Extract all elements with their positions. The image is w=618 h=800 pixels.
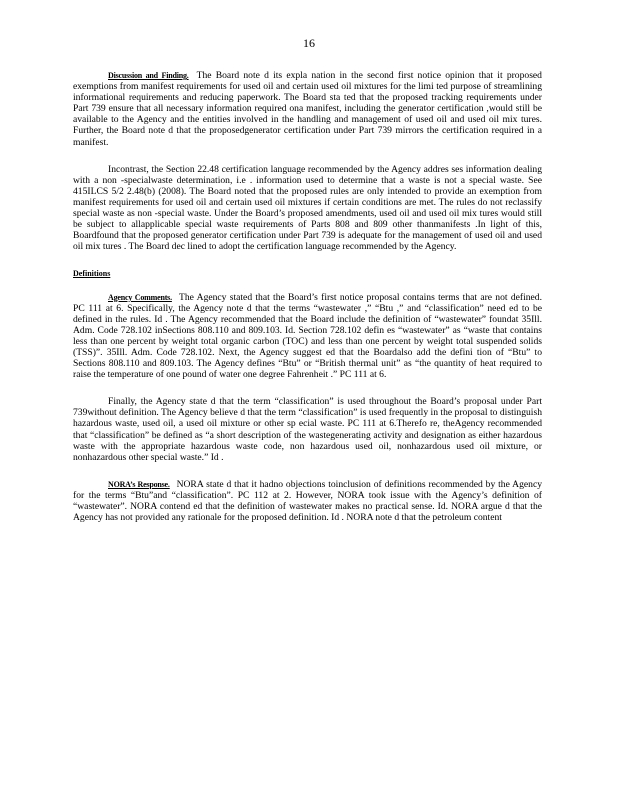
paragraph-contrast	[73, 164, 542, 253]
paragraph-text: Incontrast, the Section 22.48 certification language recommended by the Agency addres ses information dealing with a non -specialwaste determination, i.e . information used to determine that a waste is not a special waste. See 415ILCS 5/2 2.48(b) (2008). The Board noted that the proposed rules are only intended to provide an exemption from manifest requirements for used oil and certain used oil mixtures if certain conditions are met. The rules do not reclassify special waste as non -special waste. Under the Board’s proposed amendments, used oil and used oil mix tures would still be subject to allapplicable special waste requirements of Parts 808 and 809 other thanmanifests .In light of this, Boardfound that the proposed generator certification under Part 739 is adequate for the management of used oil and used oil mix tures . The Board dec lined to adopt the certification language recommended by the Agency.	[73, 163, 542, 253]
paragraph-discussion	[73, 70, 542, 148]
discussion-lead: Discussion and Finding.	[108, 71, 189, 80]
nora-lead: NORA’s Response.	[108, 479, 170, 489]
definitions-heading: Definitions	[73, 269, 111, 279]
page-number: 16	[303, 36, 315, 50]
paragraph-text: The Board note d its expla nation in the second first notice opinion that it proposed exemptions from manifest requirements for used oil and certain used oil mixtures for the limi ted purpose of streamlining informational requirements and reducing paperwork. The Board sta ted that the proposed tracking requirements under Part 739 ensure that all necessary information required ona manifest, including the generator certification ,would still be available to the Agency and the entities involved in the handling and management of used oil and used oil mix tures. Further, the Board note d that the proposedgenerator certification under Part 739 mirrors the certification required in a manifest.	[73, 70, 542, 148]
paragraph-text: Finally, the Agency state d that the term “classification” is used throughout the Board’s proposal under Part 739without definition. The Agency believe d that the term “classification” is used frequently in the proposal to distinguish hazardous waste, used oil, a used oil mixture or other sp ecial waste. PC 111 at 6.Therefo re, theAgency recommended that “classification” be defined as “a short description of the wastegenerating activity and designation as either hazardous waste with the appropriate hazardous waste code, non hazardous used oil, nonhazardous used oil mixture, or nonhazardous other special waste.” Id .	[73, 396, 542, 463]
agency-lead: Agency Comments.	[108, 292, 172, 302]
paragraph-nora-response	[73, 479, 542, 523]
paragraph-classification	[73, 396, 542, 463]
paragraph-agency-comments	[73, 292, 542, 381]
section-heading	[73, 268, 542, 279]
paragraph-text: NORA state d that it hadno objections toinclusion of definitions recommended by the Agency for the terms “Btu”and “classification”. PC 112 at 2. However, NORA took issue with the Agency’s definition of “wastewater”. NORA contend ed that the definition of wastewater makes no practical sense. Id. NORA argue d that the Agency has not provided any rationale for the proposed definition. Id . NORA note d that the petroleum content	[73, 478, 542, 524]
paragraph-text: The Agency stated that the Board’s first notice proposal contains terms that are not defined. PC 111 at 6. Specifically, the Agency note d that the terms “wastewater ,” “Btu ,” and “classification” need ed to be defined in the rules. Id . The Agency recommended that the Board include the definition of “wastewater” foundat 35Ill. Adm. Code 728.102 inSections 808.110 and 809.103. Id. Section 728.102 defin es “wastewater” as “waste that contains less than one percent by weight total organic carbon (TOC) and less than one percent by weight total suspended solids (TSS)”. 35Ill. Adm. Code 728.102. Next, the Agency suggest ed that the Boardalso add the defini tion of “Btu” to Sections 808.110 and 809.103. The Agency defines “Btu” or “British thermal unit” as “the quantity of heat required to raise the temperature of one pound of water one degree Fahrenheit .” PC 111 at 6.	[73, 291, 542, 381]
document-body	[73, 70, 542, 539]
